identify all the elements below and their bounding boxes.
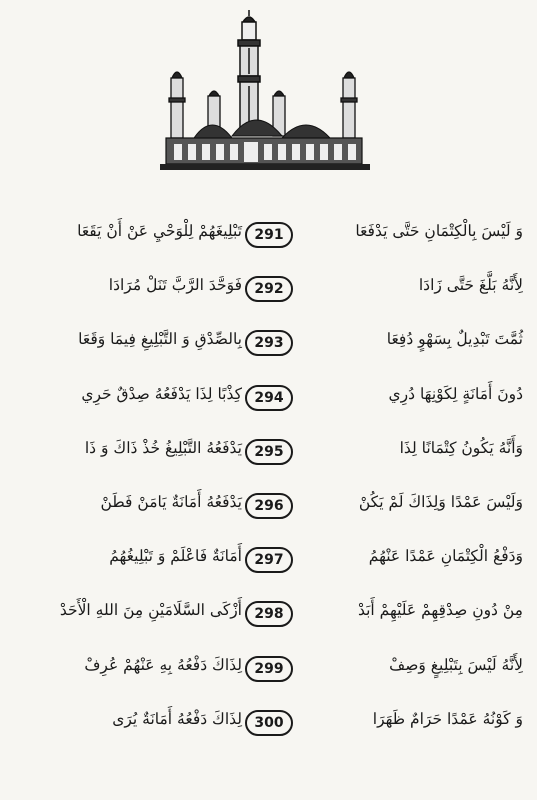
- verse-first-hemistich: لِأَنَّهُ لَيْسَ بِتَبْلِيغٍ وَصِفْ: [389, 655, 523, 674]
- verse-number-badge: 293: [245, 330, 293, 356]
- verse-second-hemistich: فَوَحَّدَ الرَّبَّ تَنَلْ مُرَادَا: [108, 276, 242, 295]
- verse-first-hemistich: مِنْ دُونِ صِدْقِهِمْ عَلَيْهِمْ أَبَدْ: [357, 601, 523, 620]
- verse-first-hemistich: وَأَنَّهُ يَكُونُ كِتْمَانًا لِذَا: [399, 438, 523, 457]
- verse-second-hemistich: لِذَاكَ دَفْعُهُ بِهِ عَنْهُمْ عُرِفْ: [84, 655, 242, 674]
- verse-row: [0, 264, 537, 318]
- verse-row: [0, 481, 537, 535]
- verse-first-hemistich: ثُمَّتَ تَبْدِيلٌ بِسَهْوٍ دُفِعَا: [386, 330, 523, 349]
- verse-row: [0, 644, 537, 698]
- verse-list: [0, 210, 537, 752]
- verse-second-hemistich: بِالصِّدْقِ وَ التَّبْلِيغِ فِيمَا وَقَعَا: [78, 330, 242, 349]
- verse-first-hemistich: لِأَنَّهُ بَلَّغَ حَتَّى زَادَا: [418, 276, 523, 295]
- verse-row: [0, 318, 537, 372]
- verse-first-hemistich: وَ لَيْسَ بِالْكِتْمَانِ حَتَّى يَدْفَعَا: [355, 222, 523, 240]
- verse-number-badge: 300: [245, 710, 293, 736]
- verse-first-hemistich: وَلَيْسَ عَمْدًا وَلِذَاكَ لَمْ يَكُنْ: [358, 492, 523, 511]
- verse-number-badge: 292: [245, 276, 293, 302]
- verse-second-hemistich: تَبْلِيغَهُمْ لِلْوَحْيِ عَنْ أَنْ يَقَعَا: [77, 222, 242, 240]
- verse-second-hemistich: أَمَانَةٌ فَاعْلَمْ وَ تَبْلِيغُهُمُ: [109, 547, 242, 566]
- verse-row: [0, 535, 537, 589]
- verse-second-hemistich: أَزْكَى السَّلَامَيْنِ مِنَ اللهِ الْأَحَدْ: [59, 601, 242, 620]
- verse-number-badge: 291: [245, 222, 293, 248]
- verse-number-badge: 298: [245, 601, 293, 627]
- verse-second-hemistich: يَدْفَعُهُ التَّبْلِيغُ خُذْ ذَاكَ وَ ذَا: [84, 438, 242, 457]
- verse-number-badge: 296: [245, 493, 293, 519]
- verse-first-hemistich: دُونَ أَمَانَةٍ لِكَوْنِهَا دُرِي: [388, 384, 523, 403]
- verse-number-badge: 297: [245, 547, 293, 573]
- verse-row: [0, 589, 537, 643]
- mosque-illustration: [160, 8, 370, 173]
- verse-number-badge: 299: [245, 656, 293, 682]
- verse-second-hemistich: كِذْبًا لِذَا يَدْفَعُهُ صِدْقٌ حَرِي: [81, 384, 242, 403]
- verse-row: [0, 210, 537, 264]
- verse-row: [0, 698, 537, 752]
- verse-second-hemistich: يَدْفَعُهُ أَمَانَةٌ يَامَنْ فَطَنْ: [100, 492, 242, 511]
- verse-number-badge: 295: [245, 439, 293, 465]
- verse-first-hemistich: وَ كَوْنُهُ عَمْدًا حَرَامٌ ظَهَرَا: [372, 709, 523, 728]
- verse-row: [0, 373, 537, 427]
- verse-first-hemistich: وَدَفْعُ الْكِتْمَانِ عَمْدًا عَنْهُمُ: [368, 547, 523, 566]
- verse-row: [0, 427, 537, 481]
- verse-number-badge: 294: [245, 385, 293, 411]
- verse-second-hemistich: لِذَاكَ دَفْعُهُ أَمَانَةٌ يُرَى: [112, 709, 242, 728]
